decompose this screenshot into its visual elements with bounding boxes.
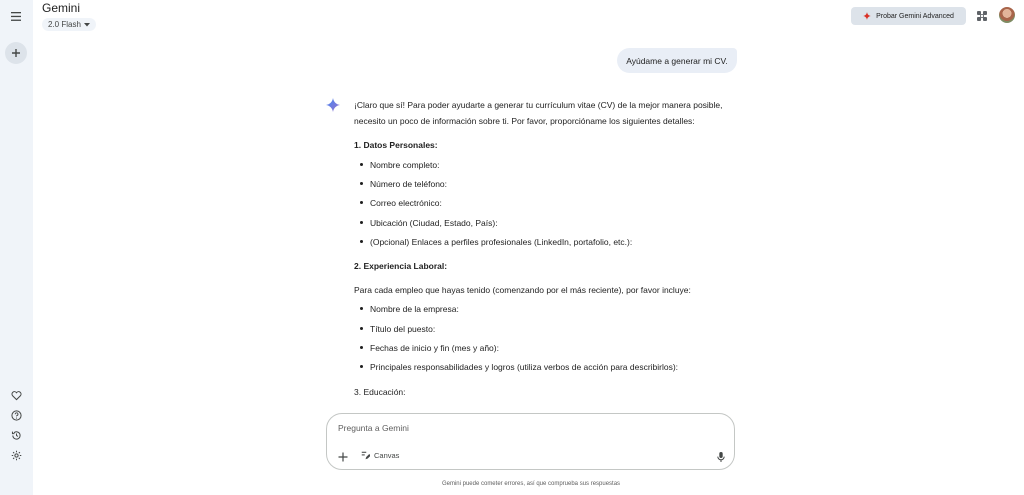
side-rail [0, 0, 33, 495]
list-item: Nombre completo: [370, 157, 439, 173]
add-files-icon[interactable] [337, 450, 349, 462]
list-item: Número de teléfono: [370, 176, 447, 192]
new-chat-button[interactable] [5, 42, 27, 64]
plus-icon [11, 48, 21, 58]
prompt-composer[interactable] [326, 413, 735, 470]
list-item: Nombre de la empresa: [370, 301, 459, 317]
settings-icon[interactable] [8, 447, 24, 463]
list-item: (Opcional) Enlaces a perfiles profesionales (LinkedIn, portafolio, etc.): [370, 234, 632, 250]
gems-icon[interactable] [8, 387, 24, 403]
model-label: 2.0 Flash [48, 20, 81, 29]
prompt-input[interactable]: Pregunta a Gemini [338, 423, 409, 433]
avatar[interactable] [999, 7, 1015, 23]
spark-icon [863, 12, 871, 20]
menu-icon[interactable] [8, 8, 24, 24]
response-intro: ¡Claro que sí! Para poder ayudarte a generar tu currículum vitae (CV) de la mejor manera posible, necesito un poco de información sobre ti. Por favor, proporcióname los siguientes detalles: [354, 100, 723, 126]
list-item: Fechas de inicio y fin (mes y año): [370, 340, 499, 356]
user-message: Ayúdame a generar mi CV. [617, 48, 737, 73]
list-item: Ubicación (Ciudad, Estado, País): [370, 215, 498, 231]
section-heading: 2. Experiencia Laboral: [354, 261, 448, 271]
help-icon[interactable] [8, 407, 24, 423]
microphone-icon[interactable] [715, 450, 727, 462]
try-advanced-button[interactable] [851, 7, 966, 25]
model-selector[interactable] [42, 18, 96, 31]
section-heading: 1. Datos Personales: [354, 140, 438, 150]
canvas-button[interactable] [361, 451, 399, 460]
scroll-fade [326, 398, 738, 414]
apps-icon[interactable] [975, 9, 989, 23]
section-intro: Para cada empleo que hayas tenido (comenzando por el más reciente), por favor incluye: [354, 285, 691, 295]
app-title: Gemini [42, 1, 81, 15]
caret-down-icon [84, 23, 90, 27]
disclaimer: Gemini puede cometer errores, así que comprueba sus respuestas [441, 481, 621, 487]
list-item: Principales responsabilidades y logros (utiliza verbos de acción para describirlos): [370, 359, 678, 375]
canvas-icon [361, 451, 370, 460]
section-heading: 3. Educación: [354, 387, 406, 397]
list-item: Correo electrónico: [370, 195, 442, 211]
canvas-label: Canvas [374, 451, 400, 460]
try-advanced-label: Probar Gemini Advanced [876, 12, 954, 20]
history-icon[interactable] [8, 427, 24, 443]
gemini-spark-icon [326, 98, 340, 112]
list-item: Título del puesto: [370, 321, 435, 337]
